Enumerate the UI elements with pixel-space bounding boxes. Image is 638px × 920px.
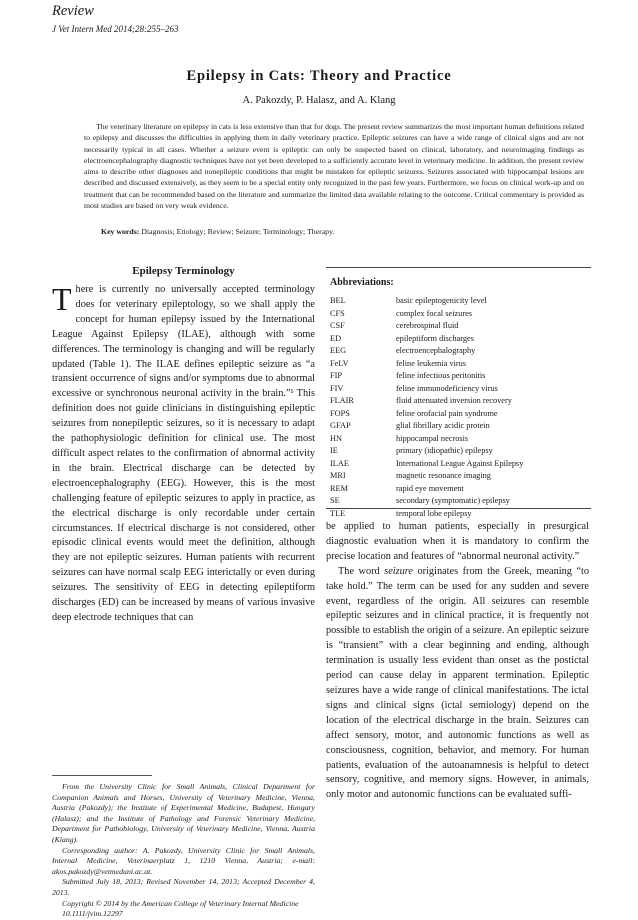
intro-text: here is currently no universally accepted terminology does for veterinary epileptology, so we shall apply the concept for human epilepsy issued by the International League Against Epilepsy (ILAE), although with some differences. The terminology is changing and will be regularly updated (Table 1). The ILAE defines epileptic seizure as “a transient occurrence of signs and/or symptoms due to abnormal excessive or synchronous neuronal activity in the brain.”¹ This definition does not guide clinicians in distinguishing epileptic seizures from nonepileptic seizures, so it is necessary to adapt the pathophysiologic definition for clinical use. The most difficult aspect relates to the confirmation of abnormal activity in the brain. Electrical discharge can be detected by electroencephalography (EEG). However, this is the most challenging feature of epileptic seizures to apply in practice, as the electrical discharge is only recordable under certain circumstances. If electrical discharge is not considered, other episodic clinical events would meet the definition, although they are not epileptic seizures. Human patients with recurrent seizures can have normal scalp EEG interictally or even during seizures. The sensitivity of EEG in detecting epileptiform discharges (ED) can be increased by means of various invasive deep electrode techniques that can: [52, 284, 315, 623]
abbreviation-row: [330, 433, 590, 446]
abbreviation-term: BEL: [330, 296, 346, 305]
footnote-doi: 10.1111/jvim.12297: [62, 909, 123, 919]
abbreviation-meaning: hippocampal necrosis: [396, 433, 469, 443]
abbreviations-box: [326, 267, 591, 518]
footnote-corresponding: Corresponding author: A. Pakozdy, University Clinic for Small Animals, Internal Medicine, Veterinaerplatz 1, 1210 Vienna, Austria; e-mail: akos.pakozdy@vetmeduni.ac.at.: [52, 845, 315, 876]
abbreviation-term: ILAE: [330, 458, 349, 468]
article-title: Epilepsy in Cats: Theory and Practice: [186, 68, 452, 84]
intro-paragraph: [52, 283, 315, 626]
abbreviation-term: ED: [330, 333, 342, 343]
abbreviation-meaning: primary (idiopathic) epilepsy: [396, 446, 493, 455]
abbreviation-row: [330, 320, 590, 333]
abbreviation-row: [330, 470, 590, 483]
abbreviation-meaning: feline leukemia virus: [396, 358, 467, 368]
continuation-paragraph: be applied to human patients, especially in presurgical diagnostic evaluation when it is mandatory to confirm the precise location and features of “abnormal neuronal activity.”: [326, 521, 589, 562]
abbreviation-meaning: feline infectious peritonitis: [396, 371, 486, 380]
abbreviation-term: TLE: [330, 508, 346, 518]
abbreviation-term: GFAP: [330, 421, 351, 430]
abbreviation-row: [330, 358, 590, 371]
abbreviation-term: CFS: [330, 308, 345, 318]
footnote-rule: [52, 775, 152, 776]
abbreviation-row: [330, 308, 590, 321]
abbreviation-meaning: feline immunodeficiency virus: [396, 383, 498, 393]
abbreviation-term: FIP: [330, 371, 342, 380]
abbreviation-meaning: epileptiform discharges: [396, 333, 474, 343]
article-authors: A. Pakozdy, P. Halasz, and A. Klang: [242, 95, 396, 106]
abbreviation-row: [330, 445, 590, 458]
right-column-body: [326, 520, 589, 803]
abbreviation-meaning: complex focal seizures: [396, 308, 473, 318]
keywords: [101, 227, 334, 236]
abbreviation-term: REM: [330, 483, 348, 493]
footnote-dates: Submitted July 18, 2013; Revised November 14, 2013; Accepted December 4, 2013.: [52, 877, 315, 897]
abbreviation-row: [330, 483, 590, 496]
abbreviation-meaning: basic epileptogenicity level: [396, 296, 487, 305]
keywords-label: Key words:: [101, 227, 140, 236]
abbreviation-row: [330, 508, 590, 521]
abbreviations-title: Abbreviations:: [330, 277, 394, 288]
abbreviation-row: [330, 420, 590, 433]
abbreviation-term: FOPS: [330, 408, 350, 418]
abbreviation-term: FeLV: [330, 358, 349, 368]
seizure-paragraph-text: originates from the Greek, meaning “to take hold.” The term can be used for any sudden and severe event, regardless of the origin. All seizures can resemble epileptic seizures and in clinical practice, it is frequently not possible to establish the origin of a seizure. An epileptic seizure is “transient” with a clear beginning and ending, although termination is usually less evident than onset as the postictal period can cause delay in apparent termination. Epileptic seizures have a wide range of clinical manifestations. The ictal signs and clinical signs (ictal semiology) depend on the location of the electrical discharge in the brain. Seizures can affect sensory, motor, and autonomic functions as well as consciousness, cognition, behavior, and memory. For human patients, evaluation of the autoanamnesis is helpful to detect sensory, cognitive, and memory signs. However, in animals, only motor and autonomic functions can be evaluated suffi-: [326, 565, 589, 801]
abbreviation-row: [330, 333, 590, 346]
section-label: Review: [52, 3, 94, 19]
abbreviation-row: [330, 495, 590, 508]
drop-cap: T: [52, 281, 72, 317]
abbreviation-row: [330, 295, 590, 308]
keywords-list: Diagnosis; Etiology; Review; Seizure; Terminology; Therapy.: [141, 227, 335, 236]
abbreviation-row: [330, 458, 590, 471]
footnote-affiliation: From the University Clinic for Small Animals, Clinical Department for Companion Animals and Horses, University of Veterinary Medicine, Vienna, Austria (Pakozdy); the Institute of Experimental Medicine, Budapest, Hungary (Halasz); and the Institute of Pathology and Forensic Veterinary Medicine, Department for Pathobiology, University of Veterinary Medicine, Vienna, Austria (Klang).: [52, 782, 315, 844]
abbreviation-meaning: fluid attenuated inversion recovery: [396, 396, 512, 405]
abbreviation-row: [330, 408, 590, 421]
journal-citation: J Vet Intern Med 2014;28:255–263: [52, 24, 179, 34]
section-heading: Epilepsy Terminology: [132, 265, 235, 277]
abbreviation-term: FIV: [330, 383, 344, 393]
abbreviation-meaning: electroencephalography: [396, 346, 476, 355]
abbreviation-meaning: International League Against Epilepsy: [396, 458, 524, 468]
seizure-term: seizure: [384, 565, 413, 577]
abbreviation-term: CSF: [330, 321, 345, 330]
abbreviation-meaning: secondary (symptomatic) epilepsy: [396, 496, 510, 505]
abbreviation-meaning: glial fibrillary acidic protein: [396, 421, 490, 430]
left-column-body: [52, 283, 315, 626]
abbreviation-term: HN: [330, 433, 342, 443]
footnote: [52, 782, 315, 920]
abbreviation-term: EEG: [330, 346, 347, 355]
abbreviation-term: SE: [330, 496, 340, 505]
seizure-paragraph-start: The word: [338, 565, 385, 577]
abbreviation-row: [330, 383, 590, 396]
abbreviation-row: [330, 370, 590, 383]
abbreviations-list: [330, 295, 590, 520]
abbreviation-term: FLAIR: [330, 396, 354, 405]
abbreviation-meaning: feline orofacial pain syndrome: [396, 408, 498, 418]
footnote-copyright: Copyright © 2014 by the American College of Veterinary Internal Medicine: [62, 898, 299, 908]
abbreviation-meaning: magnetic resonance imaging: [396, 471, 491, 480]
abbreviation-term: MRI: [330, 471, 346, 480]
abbreviation-row: [330, 345, 590, 358]
abbreviation-row: [330, 395, 590, 408]
seizure-paragraph: [326, 565, 589, 804]
abbreviation-term: IE: [330, 446, 338, 455]
abbreviation-meaning: rapid eye movement: [396, 483, 464, 493]
abbreviation-meaning: temporal lobe epilepsy: [396, 508, 472, 518]
abstract: The veterinary literature on epilepsy in cats is less extensive than that for dogs. The present review summarizes the most important human definitions related to epilepsy and discusses the difficulties in applying them in daily veterinary practice. Epileptic seizures can have a wide range of clinical signs and are not necessarily typical in all cases. Whether a seizure event is epileptic can only be suspected based on clinical, laboratory, and neuroimaging findings as electroencephalography diagnostic techniques have not yet been developed to a sufficiently accurate level in veterinary medicine. In addition, the present review aims to describe other diagnoses and nonepileptic conditions that might be mistaken for epileptic seizures. Seizures associated with hippocampal lesions are described and discussed extensively, as they seem to be a special entity only recognized in the past few years. Furthermore, we focus on clinical work-up and on treatment that can be recommended based on the literature and summarize the limited data available relating to the outcome. Critical commentary is provided as most studies are based on very weak evidence.: [84, 122, 584, 210]
abbreviation-meaning: cerebrospinal fluid: [396, 321, 459, 330]
